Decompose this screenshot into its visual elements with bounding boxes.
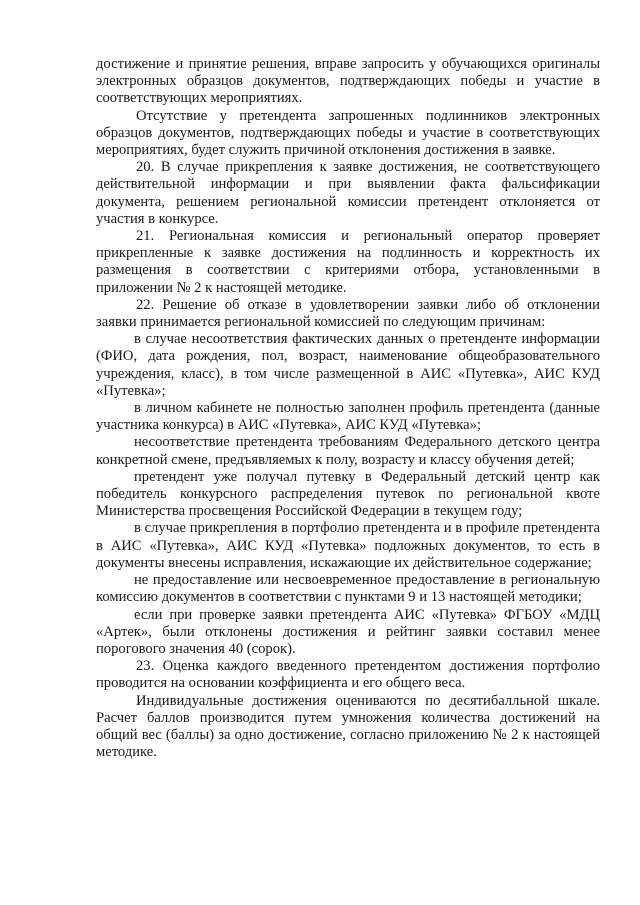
list-item-data-mismatch: в случае несоответствия фактических данных о претенденте информации (ФИО, дата рождения, пол, возраст, наименование общеобразовательного учреждения, класс), в том числе размещенной в АИС «Путевка», АИС КУД «Путевка»; <box>96 331 600 399</box>
paragraph-item-23: 23. Оценка каждого введенного претендентом достижения портфолио проводится на основании коэффициента и его общего веса. <box>96 658 600 692</box>
list-item-forged-documents: в случае прикрепления в портфолио претендента и в профиле претендента в АИС «Путевка», АИС КУД «Путевка» подложных документов, то есть в документы внесены исправления, искажающие их действительное содержание; <box>96 520 600 571</box>
paragraph-item-20: 20. В случае прикрепления к заявке достижения, не соответствующего действительной информации и при выявлении факта фальсификации документа, решением региональной комиссии претендент отклоняется от участия в конкурсе. <box>96 159 600 227</box>
list-item-late-documents: не предоставление или несвоевременное предоставление в региональную комиссию документов в соответствии с пунктами 9 и 13 настоящей методики; <box>96 572 600 606</box>
paragraph-continuation: достижение и принятие решения, вправе запросить у обучающихся оригиналы электронных образцов документов, подтверждающих победы и участие в соответствующих мероприятиях. <box>96 56 600 107</box>
list-item-requirements-mismatch: несоответствие претендента требованиям Федерального детского центра конкретной смене, предъявляемых к полу, возрасту и классу обучения детей; <box>96 434 600 468</box>
list-item-already-received: претендент уже получал путевку в Федеральный детский центр как победитель конкурсного распределения путевок по региональной квоте Министерства просвещения Российской Федерации в текущем году; <box>96 468 600 520</box>
paragraph-absence-of-originals: Отсутствие у претендента запрошенных подлинников электронных образцов документов, подтверждающих победы и участие в соответствующих мероприятиях, будет служить причиной отклонения достижения в заявке. <box>96 107 600 159</box>
paragraph-scoring: Индивидуальные достижения оцениваются по десятибалльной шкале. Расчет баллов производится путем умножения количества достижений на общий вес (баллы) за одно достижение, согласно приложению № 2 к настоящей методике. <box>96 692 600 761</box>
paragraph-item-22: 22. Решение об отказе в удовлетворении заявки либо об отклонении заявки принимается региональной комиссией по следующим причинам: <box>96 296 600 331</box>
list-item-profile-incomplete: в личном кабинете не полностью заполнен профиль претендента (данные участника конкурса) в АИС «Путевка», АИС КУД «Путевка»; <box>96 400 600 434</box>
list-item-rejected-achievements: если при проверке заявки претендента АИС «Путевка» ФГБОУ «МДЦ «Артек», были отклонены достижения и рейтинг заявки составил менее порогового значения 40 (сорок). <box>96 606 600 657</box>
paragraph-item-21: 21. Региональная комиссия и региональный оператор проверяет прикрепленные к заявке достижения на подлинность и корректность их размещения в соответствии с критериями отбора, установленными в приложении № 2 к настоящей методике. <box>96 228 600 296</box>
